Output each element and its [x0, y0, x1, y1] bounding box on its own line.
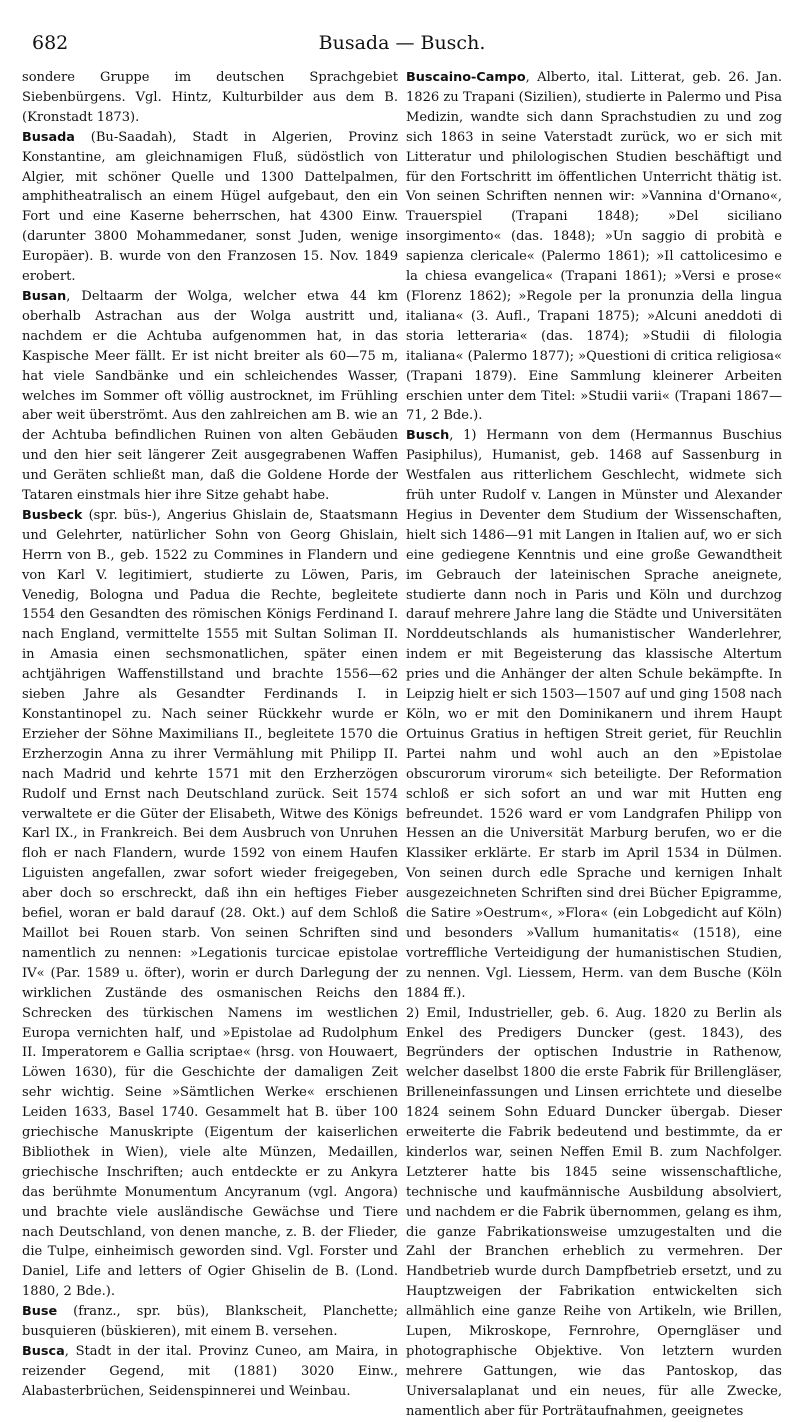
dictionary-entry: [22, 287, 398, 506]
dictionary-entry: [406, 68, 782, 426]
entry-text: (Bu-Saadah), Stadt in Algerien, Provinz Konstantine, am gleichnamigen Fluß, südöstlich von Algier, mit schöner Quelle und 1300 Dattelpalmen, amphitheatralisch an einem Hügel aufgebaut, den ein Fort und eine Kaserne beherrschen, hat 4300 Einw. (darunter 3800 Mohammedaner, sonst Juden, wenige Europäer). B. wurde von den Franzosen 15. Nov. 1849 erobert.: [22, 129, 398, 285]
entry-text: , Alberto, ital. Litterat, geb. 26. Jan. 1826 zu Trapani (Sizilien), studierte in Palermo und Pisa Medizin, wandte sich dann Sprachstudien zu und zog sich 1863 in seine Vaterstadt zurück, wo er sich mit Litteratur und philologischen Studien beschäftigt und für den Fortschritt im öffentlichen Unterricht thätig ist. Von seinen Schriften nennen wir: »Vannina d'Ornano«, Trauerspiel (Trapani 1848); »Del siciliano insorgimento« (das. 1848); »Un saggio di probità e sapienza clericale« (Palermo 1861); »Il cattolicesimo e la chiesa evangelica« (Trapani 1861); »Versi e prose« (Florenz 1862); »Regole per la pronunzia della lingua italiana« (3. Aufl., Trapani 1875); »Alcuni aneddoti di storia letteraria« (das. 1874); »Studii di filologia italiana« (Palermo 1877); »Questioni di critica religiosa« (Trapani 1879). Eine Sammlung kleinerer Arbeiten erschien unter dem Titel: »Studii varii« (Trapani 1867—71, 2 Bde.).: [406, 70, 782, 424]
entry-text: 2) Emil, Industrieller, geb. 6. Aug. 1820 zu Berlin als Enkel des Predigers Duncker (gest. 1843), des Begründers der optischen Industrie in Rathenow, welcher daselbst 1800 die erste Fabrik für Brillengläser, Brilleneinfassungen und Linsen errichtete und dieselbe 1824 seinem Sohn Eduard Duncker übergab. Dieser erweiterte die Fabrik bedeutend und bestimmte, da er kinderlos war, seinen Neffen Emil B. zum Nachfolger. Letzterer hatte bis 1845 seine wissenschaftliche, technische und kaufmännische Ausbildung absolviert, und nachdem er die Fabrik übernommen, gelang es ihm, die ganze Fabrikationsweise umzugestalten und die Zahl der Branchen erheblich zu vermehren. Der Handbetrieb wurde durch Dampfbetrieb ersetzt, und zu Hauptzweigen der Fabrikation entwickelten sich allmählich eine ganze Reihe von Artikeln, wie Brillen, Lupen, Mikroskope, Fernrohre, Operngläser und photographische Objektive. Von letztern wurden mehrere Gattungen, wie das Pantoskop, das Universalaplanat und ein neues, für alle Zwecke, namentlich aber für Porträtaufnahmen, geeignetes: [406, 1005, 782, 1419]
text-columns: [22, 68, 782, 1422]
page-number: 682: [32, 32, 69, 54]
entry-headword: Busca: [22, 1344, 65, 1359]
left-column: [22, 68, 398, 1422]
dictionary-entry: [22, 1342, 398, 1402]
dictionary-entry: [22, 506, 398, 1302]
entry-headword: Busch: [406, 428, 450, 444]
entry-text: (spr. büs-), Angerius Ghislain de, Staatsmann und Gelehrter, natürlicher Sohn von Georg Ghislain, Herrn von B., geb. 1522 zu Commines in Flandern und von Karl V. legitimiert, studierte zu Löwen, Paris, Venedig, Bologna und Padua die Rechte, begleitete 1554 den Gesandten des römischen Königs Ferdinand I. nach England, vermittelte 1555 mit Sultan Soliman II. in Amasia einen sechsmonatlichen, später einen achtjährigen Waffenstillstand und brachte 1556—62 sieben Jahre als Gesandter Ferdinands I. in Konstantinopel zu. Nach seiner Rückkehr wurde er Erzieher der Söhne Maximilians II., begleitete 1570 die Erzherzogin Anna zu ihrer Vermählung mit Philipp II. nach Madrid und kehrte 1571 mit den Erzherzögen Rudolf und Ernst nach Deutschland zurück. Seit 1574 verwaltete er die Güter der Elisabeth, Witwe des Königs Karl IX., in Frankreich. Bei dem Ausbruch von Unruhen floh er nach Flandern, wurde 1592 von einem Haufen Liguisten angefallen, zwar sofort wieder freigegeben, aber doch so erschreckt, daß ihn ein heftiges Fieber befiel, woran er bald darauf (28. Okt.) auf dem Schloß Maillot bei Rouen starb. Von seinen Schriften sind namentlich zu nennen: »Legationis turcicae epistolae IV« (Par. 1589 u. öfter), worin er durch Darlegung der wirklichen Zustände des osmanischen Reichs den Schrecken des türkischen Namens im westlichen Europa vernichten half, und »Epistolae ad Rudolphum II. Imperatorem e Gallia scriptae« (hrsg. von Houwaert, Löwen 1630), für die Geschichte der damaligen Zeit sehr wichtig. Seine »Sämtlichen Werke« erschienen Leiden 1633, Basel 1740. Gesammelt hat B. über 100 griechische Manuskripte (Eigentum der kaiserlichen Bibliothek in Wien), viele alte Münzen, Medaillen, griechische Inschriften; auch entdeckte er zu Ankyra das berühmte Monumentum Ancyranum (vgl. Angora) und brachte viele ausländische Gewächse und Tiere nach Deutschland, von denen manche, z. B. der Flieder, die Tulpe, einheimisch geworden sind. Vgl. Forster und Daniel, Life and letters of Ogier Ghiselin de B. (Lond. 1880, 2 Bde.).: [22, 507, 398, 1300]
dictionary-entry: [22, 128, 398, 287]
dictionary-entry: [406, 1004, 782, 1422]
entry-text: (franz., spr. büs), Blankscheit, Planchette; busquieren (büskieren), mit einem B. versehen.: [22, 1304, 398, 1340]
dictionary-entry: [22, 1302, 398, 1342]
entry-text: sondere Gruppe im deutschen Sprachgebiet Siebenbürgens. Vgl. Hintz, Kulturbilder aus dem B. (Kronstadt 1873).: [22, 70, 398, 125]
page-header: [22, 28, 782, 68]
entry-text: , Deltaarm der Wolga, welcher etwa 44 km oberhalb Astrachan aus der Wolga austritt und, nachdem er die Achtuba aufgenommen hat, in das Kaspische Meer fällt. Er ist nicht breiter als 60—75 m, hat viele Sandbänke und ein schleichendes Wasser, welches im Sommer oft völlig austrocknet, im Frühling aber weit überströmt. Aus den zahlreichen am B. wie an der Achtuba befindlichen Ruinen von alten Gebäuden und den hier seit längerer Zeit ausgegrabenen Waffen und Geräten schließt man, daß die Goldene Horde der Tataren einstmals hier ihre Sitze gehabt habe.: [22, 288, 398, 504]
dictionary-entry: [406, 426, 782, 1003]
entry-headword: Buscaino-Campo: [406, 70, 526, 85]
entry-headword: Busbeck: [22, 507, 83, 523]
running-head: Busada — Busch.: [318, 32, 486, 54]
entry-headword: Buse: [22, 1304, 58, 1320]
right-column: [406, 68, 782, 1422]
dictionary-entry: [22, 68, 398, 128]
entry-text: , 1) Hermann von dem (Hermannus Buschius Pasiphilus), Humanist, geb. 1468 auf Sassenburg in Westfalen aus ritterlichem Geschlecht, widmete sich früh unter Rudolf v. Langen in Münster und Alexander Hegius in Deventer dem Studium der Wissenschaften, hielt sich 1486—91 mit Langen in Italien auf, wo er sich eine gediegene Kenntnis und eine große Gewandtheit im Gebrauch der lateinischen Sprache aneignete, studierte dann noch in Paris und Köln und durchzog darauf mehrere Jahre lang die Städte und Universitäten Norddeutschlands als humanistischer Wanderlehrer, indem er mit Begeisterung das klassische Altertum pries und die Anhänger der alten Schule bekämpfte. In Leipzig hielt er sich 1503—1507 auf und ging 1508 nach Köln, wo er mit den Dominikanern und ihrem Haupt Ortuinus Gratius in heftigen Streit geriet, für Reuchlin Partei nahm und wohl auch an den »Epistolae obscurorum virorum« sich beteiligte. Der Reformation schloß er sich sofort an und war mit Hutten eng befreundet. 1526 ward er vom Landgrafen Philipp von Hessen an die Universität Marburg berufen, wo er die Klassiker erklärte. Er starb im April 1534 in Dülmen. Von seinen durch edle Sprache und kernigen Inhalt ausgezeichneten Schriften sind drei Bücher Epigramme, die Satire »Oestrum«, »Flora« (ein Lobgedicht auf Köln) und besonders »Vallum humanitatis« (1518), eine vortreffliche Verteidigung der humanistischen Studien, zu nennen. Vgl. Liessem, Herm. van dem Busche (Köln 1884 ff.).: [406, 428, 782, 1001]
entry-text: , Stadt in der ital. Provinz Cuneo, am Maira, in reizender Gegend, mit (1881) 3020 Einw., Alabasterbrüchen, Seidenspinnerei und Weinbau.: [22, 1344, 398, 1399]
entry-headword: Busada: [22, 129, 75, 145]
entry-headword: Busan: [22, 288, 67, 304]
